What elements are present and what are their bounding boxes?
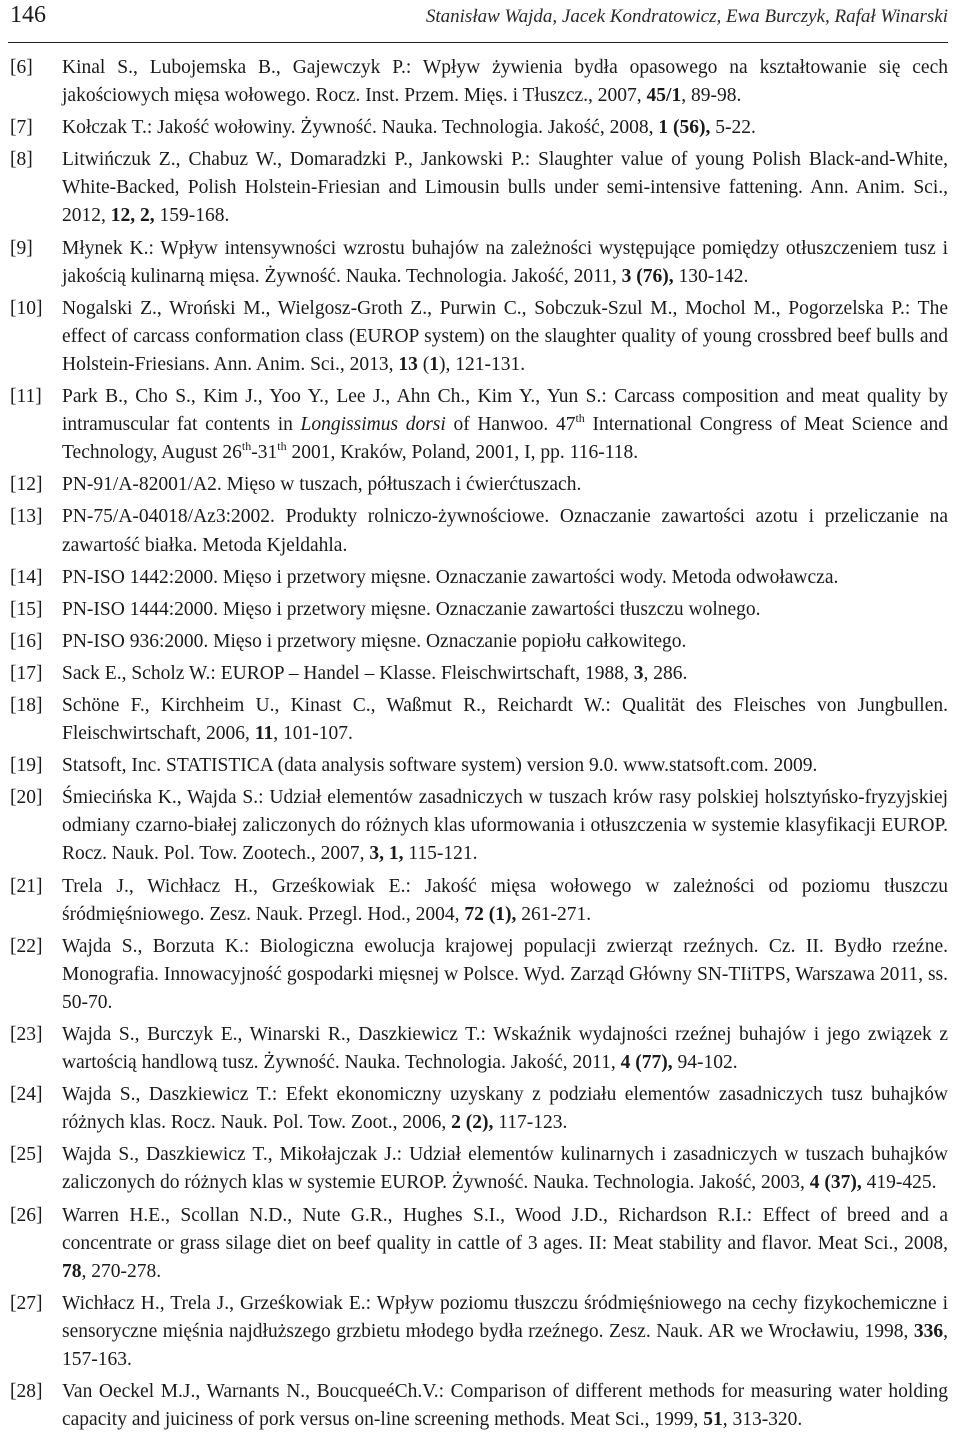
running-head: Stanisław Wajda, Jacek Kondratowicz, Ewa Burczyk, Rafał Winarski — [425, 6, 948, 27]
reference-text-segment: , 270-278. — [81, 1260, 162, 1282]
reference-text — [62, 628, 948, 656]
reference-item — [8, 1081, 948, 1137]
reference-number: [15] — [10, 598, 43, 620]
reference-text-segment: 419-425. — [861, 1172, 937, 1194]
reference-text-segment: Kołczak T.: Jakość wołowiny. Żywność. Nauka. Technologia. Jakość, 2008, — [62, 117, 659, 139]
reference-text-segment: Nogalski Z., Wroński M., Wielgosz-Groth Z., Purwin C., Sobczuk-Szul M., Mochol M., Pogorzelska P.: The effect of carcass conformation class (EUROP system) on the slaughter quality of young crossbred beef bulls and Holstein-Friesians. Ann. Anim. Sci., 2013, — [62, 297, 948, 375]
reference-text-segment: 72 (1), — [464, 903, 517, 925]
reference-item — [8, 933, 948, 1017]
reference-text — [62, 1290, 948, 1374]
reference-text-segment: Longissimus dorsi — [300, 414, 446, 436]
reference-text-segment: , 157-163. — [62, 1320, 948, 1371]
reference-text-segment: Van Oeckel M.J., Warnants N., BoucqueéCh.V.: Comparison of different methods for measuring water holding capacity and juiciness of pork versus on-line screening methods. Meat Sci., 1999, — [62, 1381, 948, 1431]
reference-number: [18] — [10, 694, 43, 716]
reference-item — [8, 503, 948, 559]
reference-text-segment: 78 — [62, 1260, 82, 1282]
reference-item — [8, 784, 948, 868]
reference-item — [8, 660, 948, 688]
reference-text-segment: , 89-98. — [681, 85, 742, 107]
reference-text-segment: 3 — [633, 662, 644, 684]
reference-text-segment: ), 121-131. — [439, 353, 526, 375]
reference-text — [62, 54, 948, 110]
reference-item — [8, 383, 948, 467]
reference-item — [8, 628, 948, 656]
reference-number: [12] — [10, 474, 43, 496]
reference-text-segment: Wajda S., Burczyk E., Winarski R., Daszkiewicz T.: Wskaźnik wydajności rzeźnej buhajów i jego związek z wartością handlową tusz. Żywność. Nauka. Technologia. Jakość, 2011, — [62, 1024, 948, 1074]
reference-text — [62, 471, 948, 499]
reference-text-segment: 4 (77), — [620, 1052, 673, 1074]
reference-text-segment: 94-102. — [672, 1052, 738, 1074]
reference-number: [17] — [10, 662, 43, 684]
reference-text-segment: PN-91/A-82001/A2. Mięso w tuszach, półtuszach i ćwierćtuszach. — [62, 474, 582, 496]
reference-number: [16] — [10, 630, 43, 652]
reference-text — [62, 503, 948, 559]
reference-text — [62, 596, 948, 624]
reference-text-segment: Wajda S., Daszkiewicz T.: Efekt ekonomiczny uzyskany z podziału elementów zasadniczych tusz buhajków różnych klas. Rocz. Nauk. Pol. Tow. Zoot., 2006, — [62, 1084, 948, 1134]
reference-item — [8, 235, 948, 291]
reference-text-segment: Śmiecińska K., Wajda S.: Udział elementów zasadniczych w tuszach krów rasy polskiej holsztyńsko-fryzyjskiej odmiany czarno-białej zaliczonych do różnych klas uformowania i otłuszczenia w systemie klasyfikacji EUROP. Rocz. Nauk. Pol. Tow. Zootech., 2007, — [62, 787, 948, 865]
reference-number: [13] — [10, 506, 43, 528]
reference-text-segment: 117-123. — [493, 1112, 568, 1134]
reference-text — [62, 383, 948, 467]
reference-number: [11] — [10, 386, 42, 408]
reference-text-segment: 5-22. — [710, 117, 756, 139]
reference-text — [62, 660, 948, 688]
reference-text-segment: 51 — [703, 1409, 723, 1431]
reference-text-segment: Park B., Cho S., Kim J., Yoo Y., Lee J., Ahn Ch., Kim Y., Yun S.: Carcass composition and meat quality by intramuscular fat contents in — [62, 386, 948, 436]
reference-text — [62, 692, 948, 748]
reference-number: [19] — [10, 755, 43, 777]
reference-text-segment: 261-271. — [516, 903, 592, 925]
reference-text-segment: 115-121. — [403, 843, 478, 865]
reference-number: [28] — [10, 1381, 43, 1403]
reference-text — [62, 752, 948, 780]
reference-text — [62, 873, 948, 929]
reference-text-segment: 336 — [913, 1320, 944, 1342]
reference-item — [8, 1378, 948, 1434]
reference-text-segment: 2 (2), — [451, 1112, 494, 1134]
reference-text-segment: -31 — [251, 442, 278, 464]
reference-text-segment: 1 — [429, 353, 439, 375]
reference-item — [8, 1141, 948, 1197]
page-header — [8, 0, 948, 43]
reference-text-segment: 13 — [398, 353, 418, 375]
reference-number: [10] — [10, 297, 43, 319]
reference-item — [8, 752, 948, 780]
reference-text-segment: PN-ISO 936:2000. Mięso i przetwory mięsne. Oznaczanie popiołu całkowitego. — [62, 630, 687, 652]
reference-text-segment: Statsoft, Inc. STATISTICA (data analysis software system) version 9.0. www.statsoft.com. 2009. — [62, 755, 818, 777]
reference-item — [8, 54, 948, 110]
reference-text-segment: Wichłacz H., Trela J., Grześkowiak E.: Wpływ poziomu tłuszczu śródmięśniowego na cechy fizykochemiczne i sensoryczne mięśnia najdłuższego grzbietu młodego bydła rzeźnego. Zesz. Nauk. AR we Wrocławiu, 1998, — [62, 1292, 948, 1342]
reference-item — [8, 596, 948, 624]
reference-text-segment: 3, 1, — [369, 843, 404, 865]
reference-item — [8, 873, 948, 929]
reference-item — [8, 471, 948, 499]
reference-number: [8] — [10, 149, 33, 171]
reference-text-segment: th — [241, 439, 252, 454]
reference-number: [7] — [10, 117, 33, 139]
reference-item — [8, 114, 948, 142]
reference-text-segment: 12, 2, — [110, 205, 155, 227]
reference-text — [62, 1202, 948, 1286]
reference-text — [62, 235, 948, 291]
reference-text-segment: PN-ISO 1442:2000. Mięso i przetwory mięsne. Oznaczanie zawartości wody. Metoda odwoławcza. — [62, 566, 839, 588]
reference-text-segment: , 286. — [643, 662, 688, 684]
reference-item — [8, 295, 948, 379]
reference-text-segment: Sack E., Scholz W.: EUROP – Handel – Klasse. Fleischwirtschaft, 1988, — [62, 662, 634, 684]
reference-text-segment: International Congress of Meat Science and Technology, August 26 — [62, 414, 948, 464]
reference-item — [8, 146, 948, 230]
reference-text — [62, 933, 948, 1017]
reference-text-segment: th — [277, 439, 287, 454]
reference-number: [24] — [10, 1084, 43, 1106]
reference-text-segment: th — [575, 411, 585, 426]
reference-text-segment: Młynek K.: Wpływ intensywności wzrostu buhajów na zależności występujące pomiędzy otłuszczeniem tusz i jakością kulinarną mięsa. Żywność. Nauka. Technologia. Jakość, 2011, — [62, 237, 948, 287]
reference-text — [62, 1021, 948, 1077]
reference-text-segment: PN-75/A-04018/Az3:2002. Produkty rolniczo-żywnościowe. Oznaczanie zawartości azotu i przeliczanie na zawartość białka. Metoda Kjeldahla. — [62, 506, 948, 556]
reference-text — [62, 1141, 948, 1197]
reference-number: [6] — [10, 57, 33, 78]
reference-text-segment: Schöne F., Kirchheim U., Kinast C., Waßmut R., Reichardt W.: Qualität des Fleisches von Jungbullen. Fleischwirtschaft, 2006, — [62, 694, 948, 745]
reference-text-segment: 130-142. — [673, 265, 749, 287]
page-number: 146 — [10, 2, 46, 28]
reference-text — [62, 146, 948, 230]
reference-text — [62, 564, 948, 592]
reference-text — [62, 784, 948, 868]
reference-text — [62, 114, 948, 142]
reference-text-segment: of Hanwoo. 47 — [445, 414, 576, 436]
reference-text-segment: 45/1 — [646, 85, 682, 107]
reference-number: [9] — [10, 237, 33, 259]
reference-number: [26] — [10, 1204, 43, 1226]
reference-text-segment: , 313-320. — [722, 1409, 803, 1431]
reference-text-segment: 11 — [254, 723, 274, 745]
reference-text-segment: Warren H.E., Scollan N.D., Nute G.R., Hughes S.I., Wood J.D., Richardson R.I.: Effect of breed and a concentrate or grass silage diet on beef quality in cattle of 3 ages. II: Meat stability and flavor. Meat Sci., 2008, — [62, 1204, 948, 1254]
reference-text-segment: 1 (56), — [658, 117, 711, 139]
reference-text — [62, 1378, 948, 1434]
reference-text-segment: 4 (37), — [809, 1172, 862, 1194]
reference-number: [22] — [10, 935, 43, 957]
reference-item — [8, 1021, 948, 1077]
reference-text-segment: 2001, Kraków, Poland, 2001, I, pp. 116-118. — [286, 442, 639, 464]
reference-list — [8, 54, 948, 1434]
reference-number: [21] — [10, 875, 43, 897]
reference-text — [62, 1081, 948, 1137]
reference-text-segment: , 101-107. — [273, 723, 353, 745]
reference-text — [62, 295, 948, 379]
reference-text-segment: ( — [417, 353, 430, 375]
reference-text-segment: PN-ISO 1444:2000. Mięso i przetwory mięsne. Oznaczanie zawartości tłuszczu wolnego. — [62, 598, 761, 620]
reference-item — [8, 1202, 948, 1286]
reference-number: [25] — [10, 1144, 43, 1166]
reference-item — [8, 564, 948, 592]
reference-item — [8, 692, 948, 748]
reference-text-segment: Litwińczuk Z., Chabuz W., Domaradzki P., Jankowski P.: Slaughter value of young Polish Black-and-White, White-Backed, Polish Holstein-Friesian and Limousin bulls under semi-intensive fattening. Ann. Anim. Sci., 2012, — [62, 149, 948, 227]
reference-text-segment: 159-168. — [154, 205, 230, 227]
reference-text-segment: Kinal S., Lubojemska B., Gajewczyk P.: Wpływ żywienia bydła opasowego na kształtowanie się cech jakościowych mięsa wołowego. Rocz. Inst. Przem. Mięs. i Tłuszcz., 2007, — [62, 57, 948, 107]
reference-text-segment: 3 (76), — [621, 265, 674, 287]
reference-text-segment: Wajda S., Daszkiewicz T., Mikołajczak J.: Udział elementów kulinarnych i zasadniczych w tuszach buhajków zaliczonych do różnych klas w systemie EUROP. Żywność. Nauka. Technologia. Jakość, 2003, — [62, 1144, 948, 1194]
reference-number: [23] — [10, 1024, 43, 1045]
reference-number: [14] — [10, 566, 43, 588]
reference-text-segment: Wajda S., Borzuta K.: Biologiczna ewolucja krajowej populacji zwierząt rzeźnych. Cz. II. Bydło rzeźne. Monografia. Innowacyjność gospodarki mięsnej w Polsce. Wyd. Zarząd Główny SN-TIiTPS, Warszawa 2011, ss. 50-70. — [62, 935, 948, 1013]
reference-number: [27] — [10, 1292, 43, 1314]
reference-text-segment: Trela J., Wichłacz H., Grześkowiak E.: Jakość mięsa wołowego w zależności od poziomu tłuszczu śródmięśniowego. Zesz. Nauk. Przegl. Hod., 2004, — [62, 875, 948, 925]
reference-item — [8, 1290, 948, 1374]
reference-number: [20] — [10, 787, 43, 809]
